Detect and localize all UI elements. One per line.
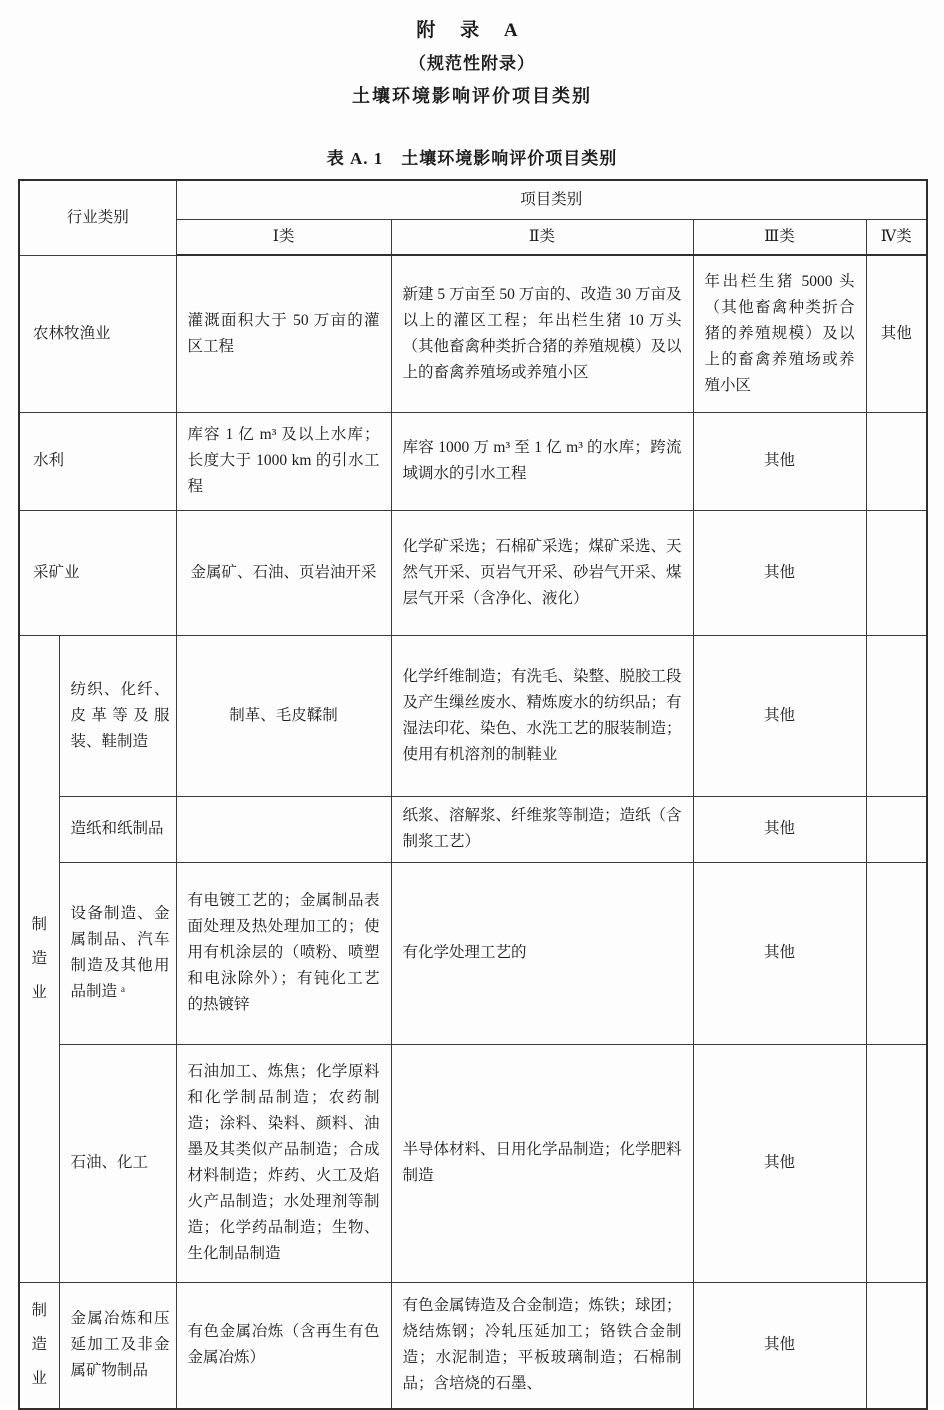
cell-industry-sub: 造纸和纸制品 bbox=[59, 796, 176, 862]
cell-industry-sub: 金属冶炼和压延加工及非金属矿物制品 bbox=[59, 1282, 176, 1409]
cell-industry-sub: 设备制造、金属制品、汽车制造及其他用品制造 ᵃ bbox=[59, 862, 176, 1044]
cell-class4: 其他 bbox=[866, 255, 927, 412]
cell-class1: 有电镀工艺的；金属制品表面处理及热处理加工的；使用有机涂层的（喷粉、喷塑和电泳除外）；有钝化工艺的热镀锌 bbox=[176, 862, 391, 1044]
table-row bbox=[19, 635, 927, 796]
table-caption: 表 A. 1 土壤环境影响评价项目类别 bbox=[326, 149, 618, 168]
cell-industry: 农林牧渔业 bbox=[19, 255, 176, 412]
cell-class4 bbox=[866, 1044, 927, 1282]
cell-class3: 年出栏生猪 5000 头（其他畜禽种类折合猪的养殖规模）及以上的畜禽养殖场或养殖小区 bbox=[693, 255, 866, 412]
table-row bbox=[19, 255, 927, 412]
cell-class1: 制革、毛皮鞣制 bbox=[176, 635, 391, 796]
cell-class1: 有色金属冶炼（含再生有色金属冶炼） bbox=[176, 1282, 391, 1409]
cell-class2: 半导体材料、日用化学品制造；化学肥料制造 bbox=[391, 1044, 693, 1282]
cell-class4 bbox=[866, 412, 927, 510]
cell-industry-group bbox=[19, 1282, 59, 1409]
cell-class2: 化学矿采选；石棉矿采选；煤矿采选、天然气开采、页岩气开采、砂岩气开采、煤层气开采（含净化、液化） bbox=[391, 510, 693, 635]
cell-class3: 其他 bbox=[693, 1282, 866, 1409]
cell-class2: 库容 1000 万 m³ 至 1 亿 m³ 的水库；跨流域调水的引水工程 bbox=[391, 412, 693, 510]
cell-class3: 其他 bbox=[693, 1044, 866, 1282]
cell-class1: 金属矿、石油、页岩油开采 bbox=[176, 510, 391, 635]
appendix-title: 土壤环境影响评价项目类别 bbox=[352, 86, 592, 106]
header-class-2: Ⅱ类 bbox=[391, 220, 693, 256]
cell-class2: 化学纤维制造；有洗毛、染整、脱胶工段及产生缫丝废水、精炼废水的纺织品；有湿法印花、染色、水洗工艺的服装制造；使用有机溶剂的制鞋业 bbox=[391, 635, 693, 796]
cell-class3: 其他 bbox=[693, 796, 866, 862]
cell-class1: 石油加工、炼焦；化学原料和化学制品制造；农药制造；涂料、染料、颜料、油墨及其类似产品制造；合成材料制造；炸药、火工及焰火产品制造；水处理剂等制造；化学药品制造；生物、生化制品制造 bbox=[176, 1044, 391, 1282]
header-industry: 行业类别 bbox=[19, 180, 176, 255]
header-class-3: Ⅲ类 bbox=[693, 220, 866, 256]
cell-class1 bbox=[176, 796, 391, 862]
industry-group-label: 制造业 bbox=[31, 915, 47, 1001]
header-project: 项目类别 bbox=[176, 180, 927, 220]
title-block bbox=[0, 0, 944, 169]
cell-class4 bbox=[866, 510, 927, 635]
cell-class4 bbox=[866, 635, 927, 796]
cell-class1: 库容 1 亿 m³ 及以上水库；长度大于 1000 km 的引水工程 bbox=[176, 412, 391, 510]
cell-industry: 采矿业 bbox=[19, 510, 176, 635]
cell-class3: 其他 bbox=[693, 635, 866, 796]
cell-class2: 有化学处理工艺的 bbox=[391, 862, 693, 1044]
cell-class4 bbox=[866, 1282, 927, 1409]
cell-class3: 其他 bbox=[693, 510, 866, 635]
cell-industry-sub: 纺织、化纤、皮革等及服装、鞋制造 bbox=[59, 635, 176, 796]
table-row bbox=[19, 412, 927, 510]
header-class-1: Ⅰ类 bbox=[176, 220, 391, 256]
cell-class2: 纸浆、溶解浆、纤维浆等制造；造纸（含制浆工艺） bbox=[391, 796, 693, 862]
cell-class1: 灌溉面积大于 50 万亩的灌区工程 bbox=[176, 255, 391, 412]
industry-group-label: 制造业 bbox=[31, 1302, 47, 1388]
appendix-type: （规范性附录） bbox=[409, 54, 535, 73]
table-row bbox=[19, 862, 927, 1044]
appendix-label: 附 录 A bbox=[416, 20, 528, 41]
header-class-4: Ⅳ类 bbox=[866, 220, 927, 256]
cell-class3: 其他 bbox=[693, 862, 866, 1044]
table-row bbox=[19, 796, 927, 862]
category-table bbox=[18, 179, 928, 1410]
table-row bbox=[19, 510, 927, 635]
cell-class3: 其他 bbox=[693, 412, 866, 510]
cell-class4 bbox=[866, 796, 927, 862]
cell-class2: 新建 5 万亩至 50 万亩的、改造 30 万亩及以上的灌区工程；年出栏生猪 10 万头（其他畜禽种类折合猪的养殖规模）及以上的畜禽养殖场或养殖小区 bbox=[391, 255, 693, 412]
cell-class2: 有色金属铸造及合金制造；炼铁；球团；烧结炼钢；冷轧压延加工；铬铁合金制造；水泥制造；平板玻璃制造；石棉制品；含培烧的石墨、 bbox=[391, 1282, 693, 1409]
cell-industry-sub: 石油、化工 bbox=[59, 1044, 176, 1282]
cell-class4 bbox=[866, 862, 927, 1044]
cell-industry: 水利 bbox=[19, 412, 176, 510]
table-row bbox=[19, 1044, 927, 1282]
table-row bbox=[19, 1282, 927, 1409]
cell-industry-group bbox=[19, 635, 59, 1282]
